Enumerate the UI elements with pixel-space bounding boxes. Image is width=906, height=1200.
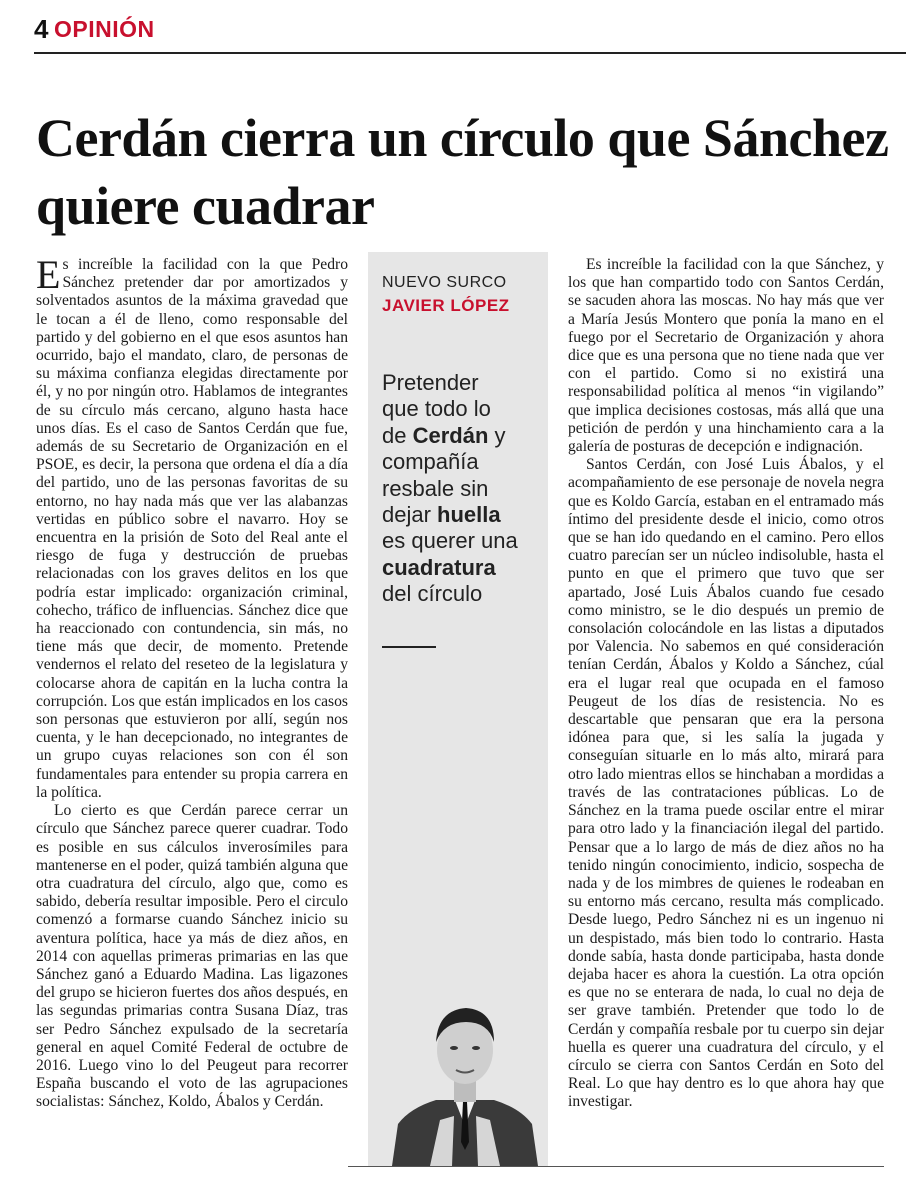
article-headline: Cerdán cierra un círculo que Sánchez quiere cuadrar: [36, 108, 889, 236]
pull-quote-line: cuadratura: [382, 554, 496, 580]
article-column-left: [36, 252, 348, 1112]
pull-quote-line: que todo lo: [382, 396, 491, 422]
article-column-right: [568, 256, 884, 1112]
page-header: [34, 12, 906, 56]
pull-quote: [382, 370, 542, 608]
pull-quote-line: compañía: [382, 449, 479, 475]
article-paragraph: Santos Cerdán, con José Luis Ábalos, y el acompañamiento de ese personaje de novela negra que es Koldo García, estaban en el entramado más íntimo del presidente desde el inicio, como otros que se han ido quedando en el camino. Pero ellos cuatro parecían ser un núcleo indisoluble, hasta el punto en que el primero que tuvo que ser apartado, José Luis Ábalos cuando fue cesado como ministro, se le dio después un premio de consolación colocándole en las listas a diputados por Valencia. No sabemos en qué consideración tenían Cerdán, Ábalos y Koldo a Sánchez, cúal era el lugar real que ocupada en el famoso Peugeut de los días de resistencia. No es descartable que pensaran que era la persona idónea para que, si les salía la jugada y conseguían situarle en lo más alto, mirará para otro lado mientras ellos se hinchaban a mordidas a través de las contrataciones públicas. Lo de Sánchez en la trama puede oscilar entre el mirar para otro lado y la financiación ilegal del partido. Pensar que a lo largo de más de diez años no ha tenido ningún conocimiento, indicio, sospecha de nada y de los mimbres de quienes le rodeaban en su entorno más cercano, resulta más complicado. Desde luego, Pedro Sánchez ni es un ingenuo ni un despistado, más bien todo lo contrario. Hasta donde sabía, hasta donde participaba, hasta donde dejaba hacer es ahora la cuestión. La otra opción es que no se enterara de nada, lo cual no deja de ser grave también. Pretender que todo lo de Cerdán y compañía resbale por tu cuerpo sin dejar huella es querer una cuadratura del círculo, y el círculo se cierra con Santos Cerdán en Soto del Real. Lo que hay dentro es lo que ahora hay que investigar.: [568, 456, 884, 1111]
article-paragraph: Es increíble la facilidad con la que Sánchez, y los que han compartido todo con Santos Cerdán, se sacuden ahora las moscas. No hay más que ver a María Jesús Montero que ponía la mano en el fuego por el Secretario de Organización y ahora dice que es una persona que no tiene nada que ver con el partido. Como si no existirá una responsabilidad política al menos “in vigilando” que implica decisiones costosas, más allá que una petición de perdón y una hinchamiento cara a la galería de posturas de decepción e indignación.: [568, 256, 884, 456]
pull-quote-line: del círculo: [382, 581, 483, 607]
column-name: NUEVO SURCO: [382, 274, 507, 291]
article-paragraph: Lo cierto es que Cerdán parece cerrar un círculo que Sánchez parece querer cuadrar. Todo es posible en sus cálculos inverosímiles para mantenerse en el poder, quizá también alguna que otra cuadratura del círculo, algo que, como es sabido, debería resultar imposible. Pero el circulo comenzó a formarse cuando Sánchez inicio su aventura política, hace ya más de diez años, en 2014 con aquellas primeras primarias en las que Sánchez ganó a Eduardo Madina. Las ligazones del grupo se hicieron fuertes dos años después, en las segundas primarias contra Susana Díaz, tras ser Pedro Sánchez expulsado de la secretaría general en aquel Comité Federal de octubre de 2016. Luego vino lo del Peugeut para recorrer España buscando el voto de las agrupaciones socialistas: Sánchez, Koldo, Ábalos y Cerdán.: [36, 802, 348, 1111]
pull-quote-divider: [382, 646, 436, 648]
article-paragraph: Es increíble la facilidad con la que Pedro Sánchez pretender dar por amortizados y solventados asuntos de la máxima gravedad que le tocan a él de lleno, como responsable del partido y del gobierno en el que esos asuntos han ocurrido, bajo el mandato, claro, de personas de su máxima confianza elegidas directamente por él, y no por ningún otro. Hablamos de integrantes de su círculo más cercano, alguno hasta hace unos días. Es el caso de Santos Cerdán que fue, además de su Secretario de Organización en el PSOE, es decir, la persona que ordena el día a día del partido, uno de las personas favoritas de su entorno, no hay nada más que ver las alabanzas vertidas en público sobre el navarro. Hoy se encuentra en la prisión de Soto del Real ante el riesgo de fuga y destrucción de pruebas relacionadas con los graves delitos en los que podría estar implicado: organización criminal, cohecho, tráfico de influencias. Sánchez dice que ha reaccionado con contundencia, sin más, no tiene más que decir, de momento. Pretende vendernos el relato del reseteo de la legislatura y colocarse ahora de capitán en la lucha contra la corrupción. Los que están implicados en los casos son personas que estuvieron por allí, según nos cuenta, y le han decepcionado, no integrantes de un grupo cuyas relaciones son con él son fundamentales para entender su propia carrera en la política.: [36, 252, 348, 801]
pull-quote-line: es querer una: [382, 528, 518, 554]
page-number: 4: [34, 14, 49, 44]
section-title: OPINIÓN: [54, 16, 155, 42]
header-divider: [34, 52, 906, 54]
pull-quote-line: de Cerdán y: [382, 422, 506, 448]
pull-quote-line: Pretender: [382, 370, 479, 395]
author-portrait: [390, 992, 540, 1166]
pull-quote-line: resbale sin: [382, 475, 489, 501]
opinion-sidebar: [368, 252, 548, 1166]
pull-quote-line: dejar huella: [382, 502, 501, 528]
bottom-divider: [348, 1166, 884, 1167]
author-name: JAVIER LÓPEZ: [382, 296, 510, 315]
